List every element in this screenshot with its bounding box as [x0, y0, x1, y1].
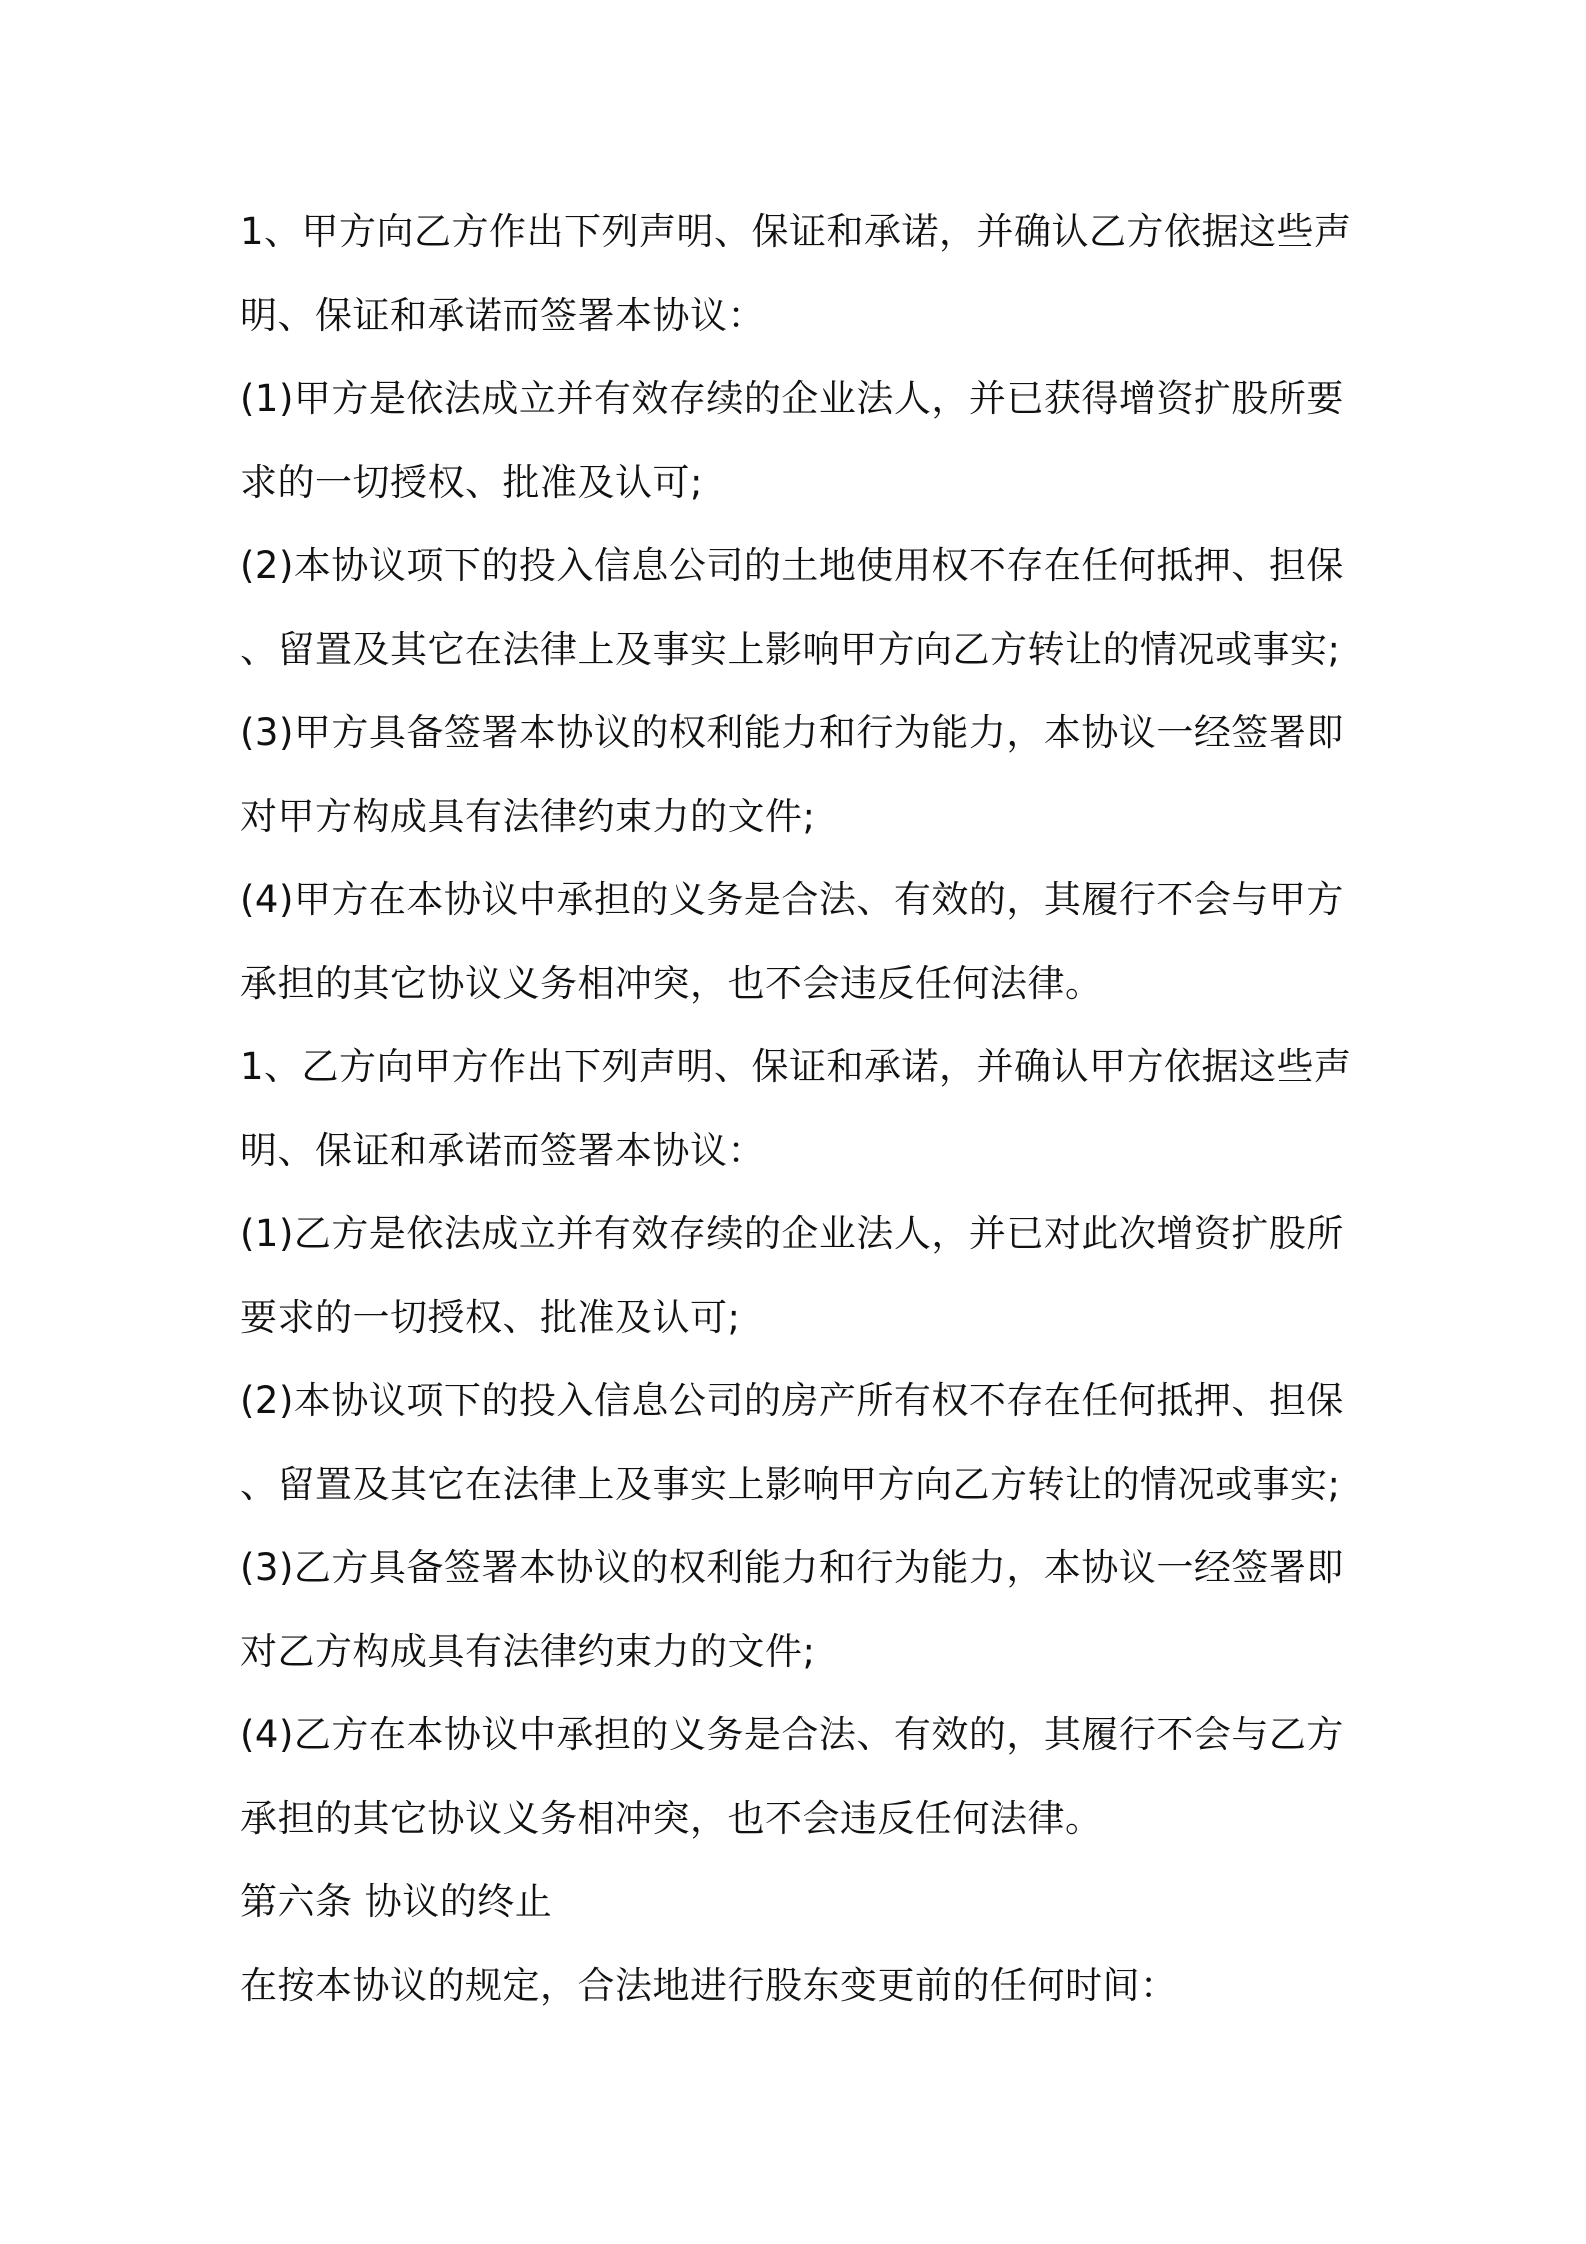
text-line: 1、乙方向甲方作出下列声明、保证和承诺，并确认甲方依据这些声	[240, 1045, 1352, 1088]
text-line: (4)甲方在本协议中承担的义务是合法、有效的，其履行不会与甲方	[240, 878, 1344, 921]
text-line: 对乙方构成具有法律约束力的文件;	[240, 1629, 816, 1673]
document-body	[240, 190, 1360, 2027]
text-line: (1)乙方是依法成立并有效存续的企业法人，并已对此次增资扩股所	[240, 1212, 1344, 1255]
text-line: 要求的一切授权、批准及认可;	[240, 1295, 741, 1339]
text-line: (2)本协议项下的投入信息公司的土地使用权不存在任何抵押、担保	[240, 544, 1344, 587]
text-line: 承担的其它协议义务相冲突，也不会违反任何法律。	[240, 1796, 1103, 1840]
text-line: 、留置及其它在法律上及事实上影响甲方向乙方转让的情况或事实;	[240, 627, 1341, 671]
section-heading: 第六条 协议的终止	[240, 1880, 553, 1923]
text-line: 明、保证和承诺而签署本协议：	[240, 293, 765, 337]
text-line: 在按本协议的规定，合法地进行股东变更前的任何时间：	[240, 1963, 1178, 2007]
text-line: 对甲方构成具有法律约束力的文件;	[240, 794, 816, 838]
text-line: 、留置及其它在法律上及事实上影响甲方向乙方转让的情况或事实;	[240, 1462, 1341, 1506]
text-line: 明、保证和承诺而签署本协议：	[240, 1128, 765, 1172]
text-line: (2)本协议项下的投入信息公司的房产所有权不存在任何抵押、担保	[240, 1379, 1344, 1422]
text-line: (3)乙方具备签署本协议的权利能力和行为能力，本协议一经签署即	[240, 1546, 1344, 1589]
text-line: 1、甲方向乙方作出下列声明、保证和承诺，并确认乙方依据这些声	[240, 210, 1352, 253]
text-line: 承担的其它协议义务相冲突，也不会违反任何法律。	[240, 961, 1103, 1005]
text-line: (4)乙方在本协议中承担的义务是合法、有效的，其履行不会与乙方	[240, 1713, 1344, 1756]
text-line: (3)甲方具备签署本协议的权利能力和行为能力，本协议一经签署即	[240, 711, 1344, 754]
text-line: 求的一切授权、批准及认可;	[240, 460, 703, 504]
text-line: (1)甲方是依法成立并有效存续的企业法人，并已获得增资扩股所要	[240, 377, 1344, 420]
